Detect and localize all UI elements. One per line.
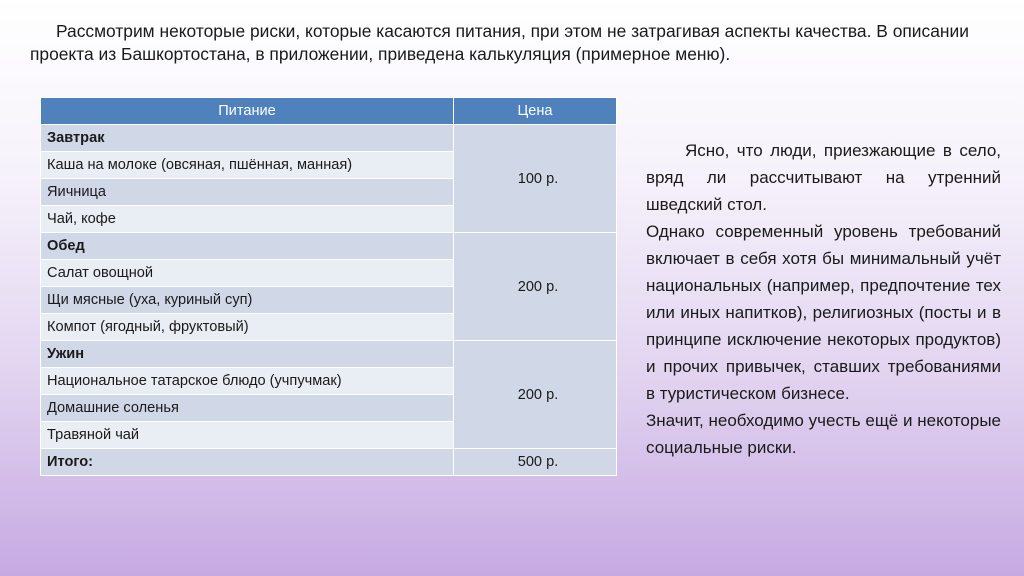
menu-item: Щи мясные (уха, куриный суп) xyxy=(41,287,454,314)
price-breakfast: 100 р. xyxy=(454,125,617,233)
total-label: Итого: xyxy=(41,449,454,476)
menu-item: Чай, кофе xyxy=(41,206,454,233)
menu-item: Домашние соленья xyxy=(41,395,454,422)
menu-table xyxy=(40,97,617,476)
price-dinner: 200 р. xyxy=(454,341,617,449)
section-dinner: Ужин xyxy=(41,341,454,368)
intro-paragraph: Рассмотрим некоторые риски, которые касаются питания, при этом не затрагивая аспекты качества. В описании проекта из Башкортостана, в приложении, приведена калькуляция (примерное меню). xyxy=(30,21,969,64)
price-lunch: 200 р. xyxy=(454,233,617,341)
section-lunch: Обед xyxy=(41,233,454,260)
section-row xyxy=(41,341,617,368)
total-row xyxy=(41,449,617,476)
section-breakfast: Завтрак xyxy=(41,125,454,152)
header-food: Питание xyxy=(41,98,454,125)
menu-item: Компот (ягодный, фруктовый) xyxy=(41,314,454,341)
side-text xyxy=(646,137,1001,461)
section-row xyxy=(41,125,617,152)
section-row xyxy=(41,233,617,260)
side-paragraph: Значит, необходимо учесть ещё и некоторые социальные риски. xyxy=(646,411,1001,457)
header-price: Цена xyxy=(454,98,617,125)
side-paragraph: Ясно, что люди, приезжающие в село, вряд ли рассчитывают на утренний шведский стол. xyxy=(646,141,1001,214)
side-paragraph: Однако современный уровень требований включает в себя хотя бы минимальный учёт национальных (например, предпочтение тех или иных напитков), религиозных (посты и в принципе исключение некоторых продуктов) и прочих привычек, ставших требованиями в туристическом бизнесе. xyxy=(646,222,1001,403)
menu-item: Травяной чай xyxy=(41,422,454,449)
menu-item: Яичница xyxy=(41,179,454,206)
menu-item: Национальное татарское блюдо (учпучмак) xyxy=(41,368,454,395)
total-price: 500 р. xyxy=(454,449,617,476)
menu-item: Салат овощной xyxy=(41,260,454,287)
menu-item: Каша на молоке (овсяная, пшённая, манная) xyxy=(41,152,454,179)
table-header-row xyxy=(41,98,617,125)
